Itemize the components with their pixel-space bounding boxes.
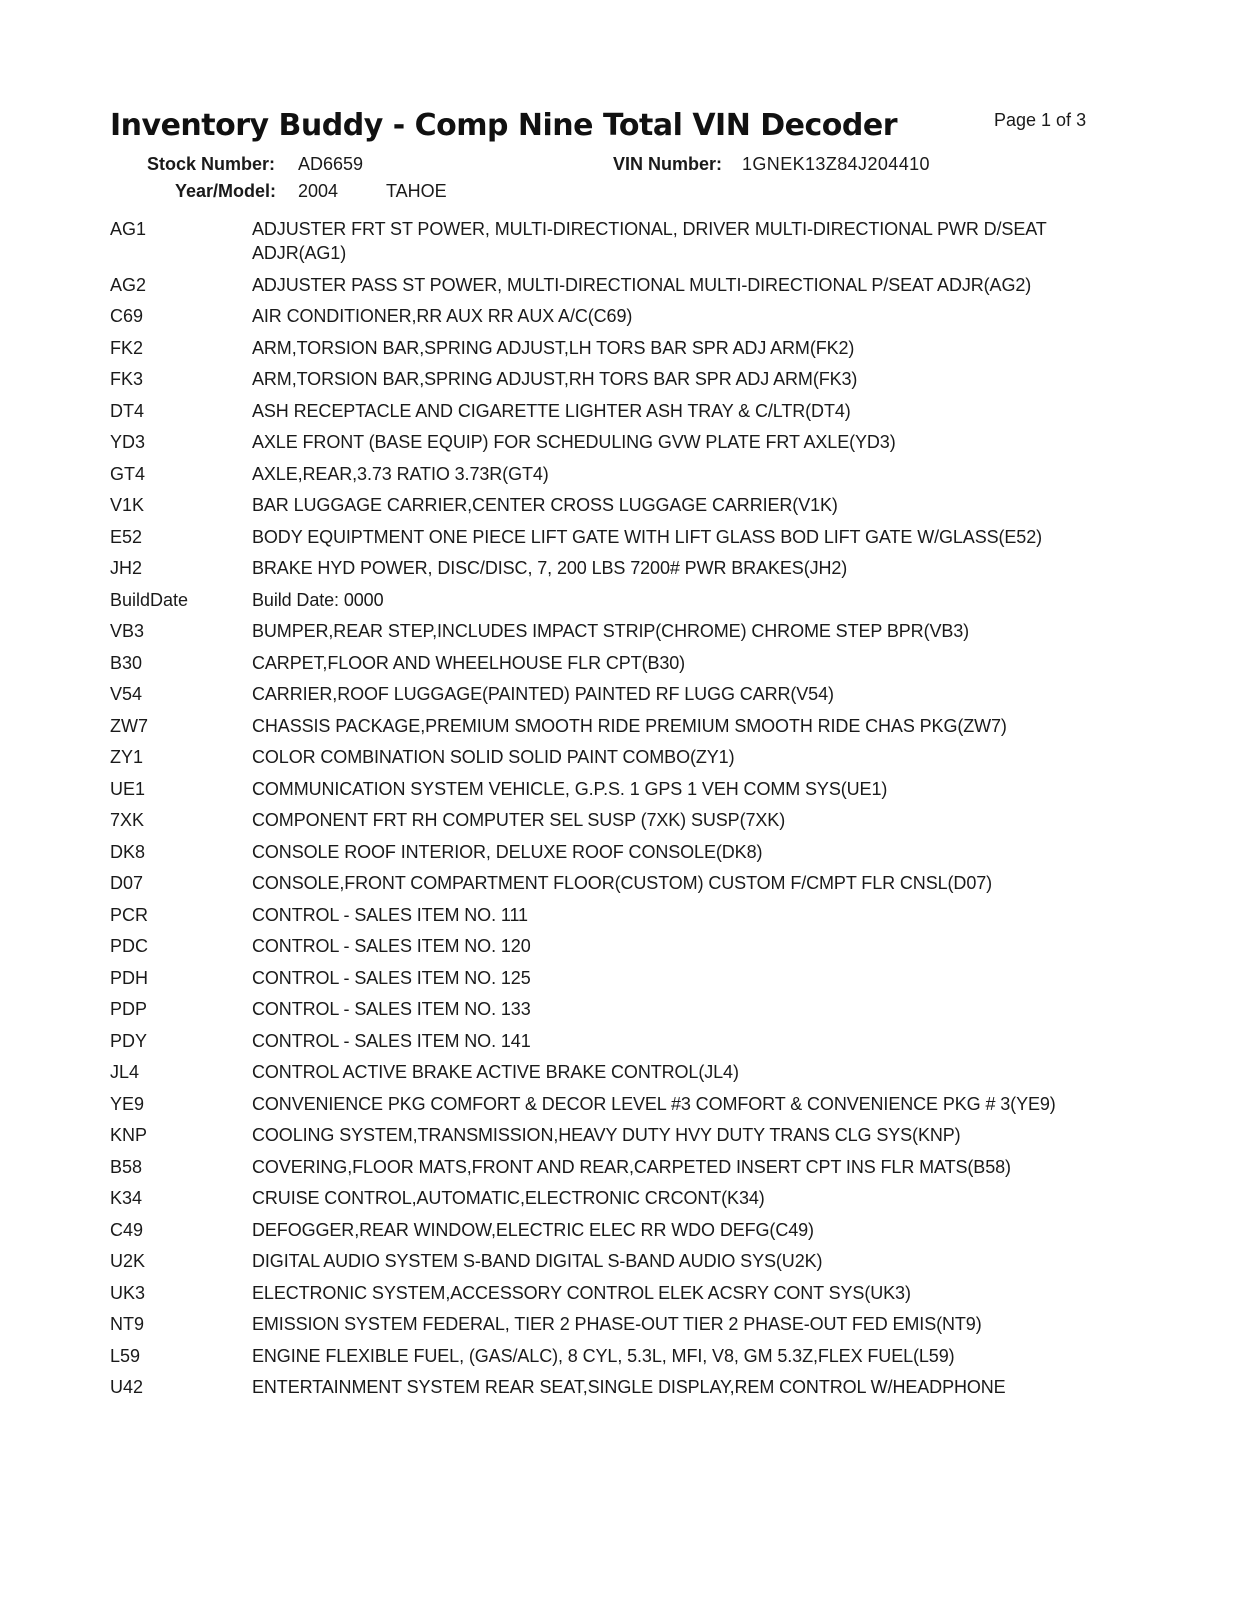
option-code: NT9 — [110, 1314, 145, 1334]
option-description: CONSOLE ROOF INTERIOR, DELUXE ROOF CONSOLE(DK8) — [252, 841, 763, 862]
option-row — [110, 1312, 1120, 1336]
option-description: BODY EQUIPTMENT ONE PIECE LIFT GATE WITH LIFT GLASS BOD LIFT GATE W/GLASS(E52) — [252, 526, 1043, 547]
option-row — [110, 556, 1120, 580]
option-code: YE9 — [110, 1093, 145, 1114]
option-row — [110, 682, 1120, 706]
option-row — [110, 934, 1120, 958]
option-row — [110, 1029, 1120, 1053]
option-description: AXLE FRONT (BASE EQUIP) FOR SCHEDULING GVW PLATE FRT AXLE(YD3) — [252, 432, 896, 452]
option-description: BAR LUGGAGE CARRIER,CENTER CROSS LUGGAGE CARRIER(V1K) — [252, 495, 838, 515]
option-row — [110, 1123, 1120, 1147]
option-description: BRAKE HYD POWER, DISC/DISC, 7, 200 LBS 7200# PWR BRAKES(JH2) — [252, 558, 848, 578]
page-number: Page 1 of 3 — [994, 110, 1087, 130]
option-row — [110, 1092, 1120, 1116]
option-code: K34 — [110, 1188, 143, 1208]
option-code: ZY1 — [110, 747, 144, 767]
model-value: TAHOE — [386, 181, 447, 201]
option-row — [110, 1155, 1120, 1179]
option-row — [110, 399, 1120, 423]
option-description: ENGINE FLEXIBLE FUEL, (GAS/ALC), 8 CYL, 5.3L, MFI, V8, GM 5.3Z,FLEX FUEL(L59) — [252, 1345, 955, 1366]
option-description: COMPONENT FRT RH COMPUTER SEL SUSP (7XK) SUSP(7XK) — [252, 810, 786, 830]
option-code: VB3 — [110, 621, 145, 641]
option-description: COVERING,FLOOR MATS,FRONT AND REAR,CARPETED INSERT CPT INS FLR MATS(B58) — [252, 1156, 1011, 1177]
option-description: ENTERTAINMENT SYSTEM REAR SEAT,SINGLE DISPLAY,REM CONTROL W/HEADPHONE — [252, 1377, 1006, 1397]
option-description: ADJUSTER FRT ST POWER, MULTI-DIRECTIONAL, DRIVER MULTI-DIRECTIONAL PWR D/SEAT ADJR(AG1) — [252, 219, 1047, 263]
option-description: CONSOLE,FRONT COMPARTMENT FLOOR(CUSTOM) CUSTOM F/CMPT FLR CNSL(D07) — [252, 873, 993, 893]
option-row — [110, 462, 1120, 486]
option-description: CONVENIENCE PKG COMFORT & DECOR LEVEL #3 COMFORT & CONVENIENCE PKG # 3(YE9) — [252, 1093, 1056, 1114]
option-code: ZW7 — [110, 715, 148, 736]
option-description: COMMUNICATION SYSTEM VEHICLE, G.P.S. 1 GPS 1 VEH COMM SYS(UE1) — [252, 778, 888, 799]
option-row — [110, 903, 1120, 927]
option-code: L59 — [110, 1345, 141, 1366]
stock-number-value: AD6659 — [298, 154, 364, 174]
option-code: JL4 — [110, 1062, 140, 1082]
option-description: COLOR COMBINATION SOLID SOLID PAINT COMBO(ZY1) — [252, 747, 735, 767]
option-row — [110, 493, 1120, 517]
option-code: C69 — [110, 306, 144, 326]
option-code: B58 — [110, 1156, 143, 1177]
option-code: YD3 — [110, 432, 146, 452]
option-row — [110, 588, 1120, 612]
option-code: PDC — [110, 936, 149, 956]
option-description: AXLE,REAR,3.73 RATIO 3.73R(GT4) — [252, 463, 549, 484]
option-row — [110, 336, 1120, 360]
option-code: BuildDate — [110, 589, 189, 610]
option-row — [110, 1218, 1120, 1242]
stock-number-label: Stock Number: — [147, 154, 276, 174]
option-code: PDH — [110, 967, 149, 988]
option-row — [110, 745, 1120, 769]
option-code: U2K — [110, 1251, 146, 1271]
option-row — [110, 651, 1120, 675]
option-code: JH2 — [110, 558, 143, 578]
option-row — [110, 1281, 1120, 1305]
option-row — [110, 1186, 1120, 1210]
option-description: CONTROL - SALES ITEM NO. 111 — [252, 904, 528, 925]
option-description: CRUISE CONTROL,AUTOMATIC,ELECTRONIC CRCONT(K34) — [252, 1188, 765, 1208]
option-code: AG2 — [110, 274, 147, 295]
vin-number-label: VIN Number: — [613, 154, 723, 174]
option-code: AG1 — [110, 219, 147, 239]
option-code: V54 — [110, 684, 143, 704]
option-code: UE1 — [110, 778, 146, 799]
year-value: 2004 — [298, 181, 339, 201]
option-description: CONTROL - SALES ITEM NO. 141 — [252, 1030, 531, 1051]
option-description: CARRIER,ROOF LUGGAGE(PAINTED) PAINTED RF LUGG CARR(V54) — [252, 684, 834, 704]
option-row — [110, 1344, 1120, 1368]
option-description: CARPET,FLOOR AND WHEELHOUSE FLR CPT(B30) — [252, 652, 686, 673]
option-row — [110, 217, 1120, 265]
option-code: DK8 — [110, 841, 146, 862]
option-code: D07 — [110, 873, 144, 893]
option-description: ARM,TORSION BAR,SPRING ADJUST,RH TORS BAR SPR ADJ ARM(FK3) — [252, 369, 858, 389]
option-description: ARM,TORSION BAR,SPRING ADJUST,LH TORS BAR SPR ADJ ARM(FK2) — [252, 337, 855, 358]
option-description: BUMPER,REAR STEP,INCLUDES IMPACT STRIP(CHROME) CHROME STEP BPR(VB3) — [252, 621, 970, 641]
option-description: DIGITAL AUDIO SYSTEM S-BAND DIGITAL S-BAND AUDIO SYS(U2K) — [252, 1251, 823, 1271]
option-description: COOLING SYSTEM,TRANSMISSION,HEAVY DUTY HVY DUTY TRANS CLG SYS(KNP) — [252, 1125, 961, 1145]
option-row — [110, 808, 1120, 832]
option-code: B30 — [110, 652, 143, 673]
option-row — [110, 1375, 1120, 1399]
option-row — [110, 1060, 1120, 1084]
option-row — [110, 304, 1120, 328]
option-row — [110, 777, 1120, 801]
option-row — [110, 871, 1120, 895]
option-row — [110, 840, 1120, 864]
option-code: 7XK — [110, 810, 145, 830]
option-description: CONTROL ACTIVE BRAKE ACTIVE BRAKE CONTROL(JL4) — [252, 1062, 739, 1082]
option-description: DEFOGGER,REAR WINDOW,ELECTRIC ELEC RR WDO DEFG(C49) — [252, 1219, 814, 1240]
option-description: ELECTRONIC SYSTEM,ACCESSORY CONTROL ELEK ACSRY CONT SYS(UK3) — [252, 1282, 911, 1303]
option-description: EMISSION SYSTEM FEDERAL, TIER 2 PHASE-OUT TIER 2 PHASE-OUT FED EMIS(NT9) — [252, 1314, 982, 1334]
year-model-label: Year/Model: — [175, 181, 277, 201]
option-code: U42 — [110, 1377, 144, 1397]
option-description: ASH RECEPTACLE AND CIGARETTE LIGHTER ASH TRAY & C/LTR(DT4) — [252, 400, 851, 421]
option-row — [110, 1249, 1120, 1273]
option-description: ADJUSTER PASS ST POWER, MULTI-DIRECTIONAL MULTI-DIRECTIONAL P/SEAT ADJR(AG2) — [252, 274, 1032, 295]
page-title: Inventory Buddy - Comp Nine Total VIN Decoder — [110, 108, 898, 143]
option-description: CONTROL - SALES ITEM NO. 133 — [252, 999, 531, 1019]
option-row — [110, 997, 1120, 1021]
option-row — [110, 430, 1120, 454]
option-code-list — [110, 217, 1120, 1407]
option-description: CHASSIS PACKAGE,PREMIUM SMOOTH RIDE PREMIUM SMOOTH RIDE CHAS PKG(ZW7) — [252, 715, 1007, 736]
vin-number-value: 1GNEK13Z84J204410 — [742, 154, 930, 174]
option-description: AIR CONDITIONER,RR AUX RR AUX A/C(C69) — [252, 306, 633, 326]
option-code: V1K — [110, 495, 145, 515]
option-code: FK3 — [110, 369, 144, 389]
option-description: CONTROL - SALES ITEM NO. 125 — [252, 967, 531, 988]
option-description: Build Date: 0000 — [252, 589, 384, 610]
option-code: PDP — [110, 999, 148, 1019]
option-row — [110, 525, 1120, 549]
option-row — [110, 714, 1120, 738]
option-description: CONTROL - SALES ITEM NO. 120 — [252, 936, 531, 956]
option-row — [110, 367, 1120, 391]
option-code: UK3 — [110, 1282, 146, 1303]
option-code: DT4 — [110, 400, 145, 421]
option-code: PCR — [110, 904, 149, 925]
option-code: FK2 — [110, 337, 144, 358]
option-code: KNP — [110, 1125, 148, 1145]
option-row — [110, 619, 1120, 643]
option-row — [110, 273, 1120, 297]
option-row — [110, 966, 1120, 990]
option-code: E52 — [110, 526, 143, 547]
option-code: C49 — [110, 1219, 144, 1240]
option-code: PDY — [110, 1030, 148, 1051]
option-code: GT4 — [110, 463, 146, 484]
